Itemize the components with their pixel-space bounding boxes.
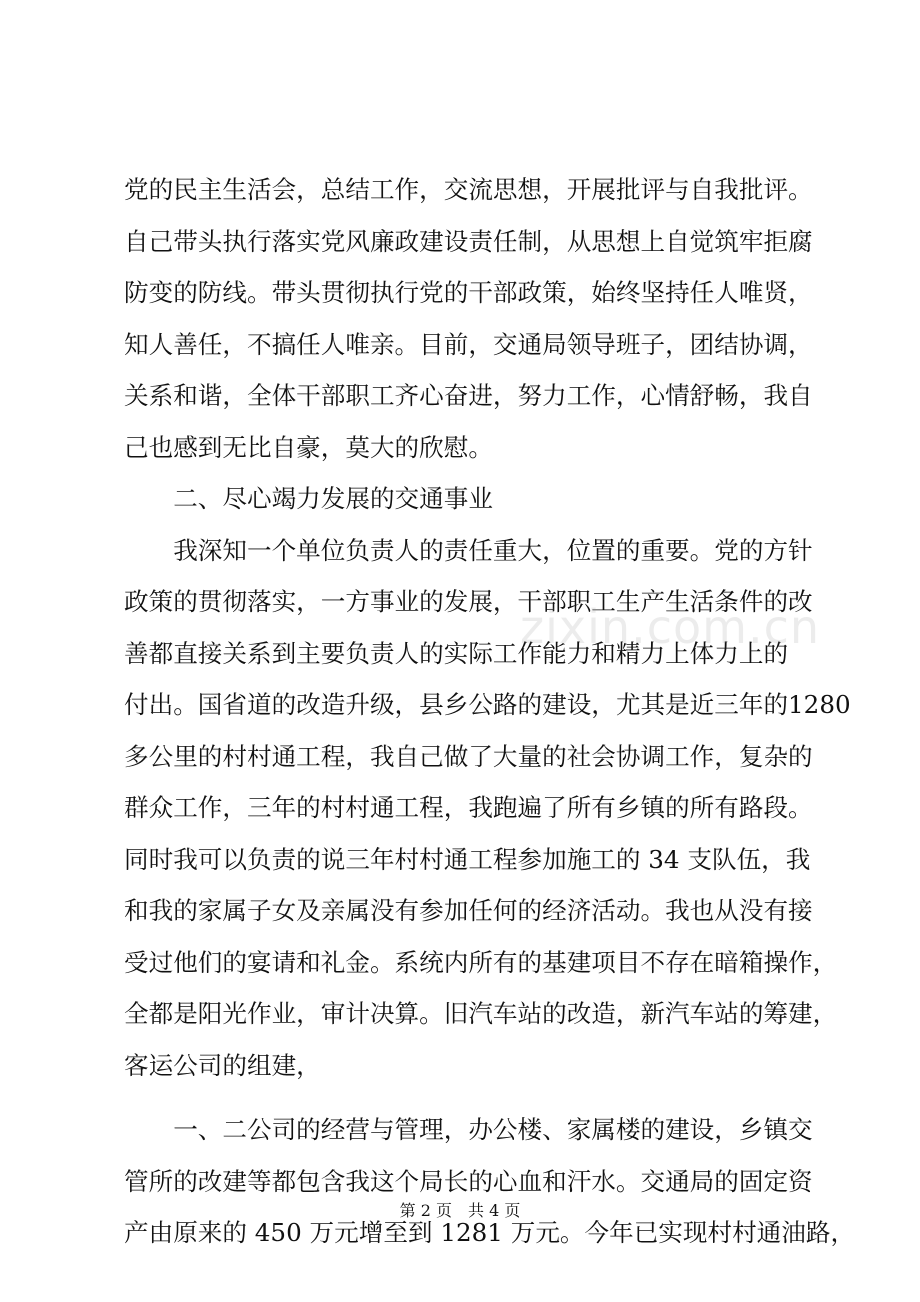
text-line: 党的民主生活会，总结工作，交流思想，开展批评与自我批评。 — [124, 175, 813, 204]
text-line: 全都是阳光作业，审计决算。旧汽车站的改造，新汽车站的筹建， — [124, 999, 838, 1028]
text-line: 知人善任，不搞任人唯亲。目前，交通局领导班子，团结协调， — [124, 329, 813, 359]
text-line: 善都直接关系到主要负责人的实际工作能力和精力上体力上的 — [124, 638, 789, 668]
text-line: 和我的家属子女及亲属没有参加任何的经济活动。我也从没有接 — [124, 896, 813, 925]
page-footer: 第 2 页 共 4 页 — [399, 1201, 521, 1220]
text-line: 自己带头执行落实党风廉政建设责任制，从思想上自觉筑牢拒腐 — [124, 226, 813, 256]
document-body — [124, 164, 856, 1259]
text-line: 付出。国省道的改造升级，县乡公路的建设，尤其是近三年的1280 — [124, 690, 851, 719]
text-line: 同时我可以负责的说三年村村通工程参加施工的 34 支队伍，我 — [124, 844, 811, 874]
text-line: 受过他们的宴请和礼金。系统内所有的基建项目不存在暗箱操作， — [124, 947, 838, 977]
watermark: zixin.com.cn — [520, 600, 821, 654]
text-line: 群众工作，三年的村村通工程，我跑遍了所有乡镇的所有路段。 — [124, 793, 813, 822]
text-line: 防变的防线。带头贯彻执行党的干部政策，始终坚持任人唯贤， — [124, 278, 813, 307]
text-line: 产由原来的 450 万元增至到 1281 万元。今年已实现村村通油路， — [124, 1218, 856, 1247]
text-line: 关系和谐，全体干部职工齐心奋进，努力工作，心情舒畅，我自 — [124, 381, 813, 410]
text-line: 政策的贯彻落实，一方事业的发展，干部职工生产生活条件的改 — [124, 587, 813, 616]
section-heading: 二、尽心竭力发展的交通事业 — [124, 484, 493, 513]
text-line: 己也感到无比自豪，莫大的欣慰。 — [124, 432, 493, 462]
text-line: 客运公司的组建， — [124, 1050, 321, 1080]
text-line: 一、二公司的经营与管理，办公楼、家属楼的建设，乡镇交 — [124, 1115, 813, 1144]
text-line: 我深知一个单位负责人的责任重大，位置的重要。党的方针 — [124, 535, 813, 565]
text-line: 管所的改建等都包含我这个局长的心血和汗水。交通局的固定资 — [124, 1166, 813, 1196]
text-line: 多公里的村村通工程，我自己做了大量的社会协调工作，复杂的 — [124, 741, 813, 771]
